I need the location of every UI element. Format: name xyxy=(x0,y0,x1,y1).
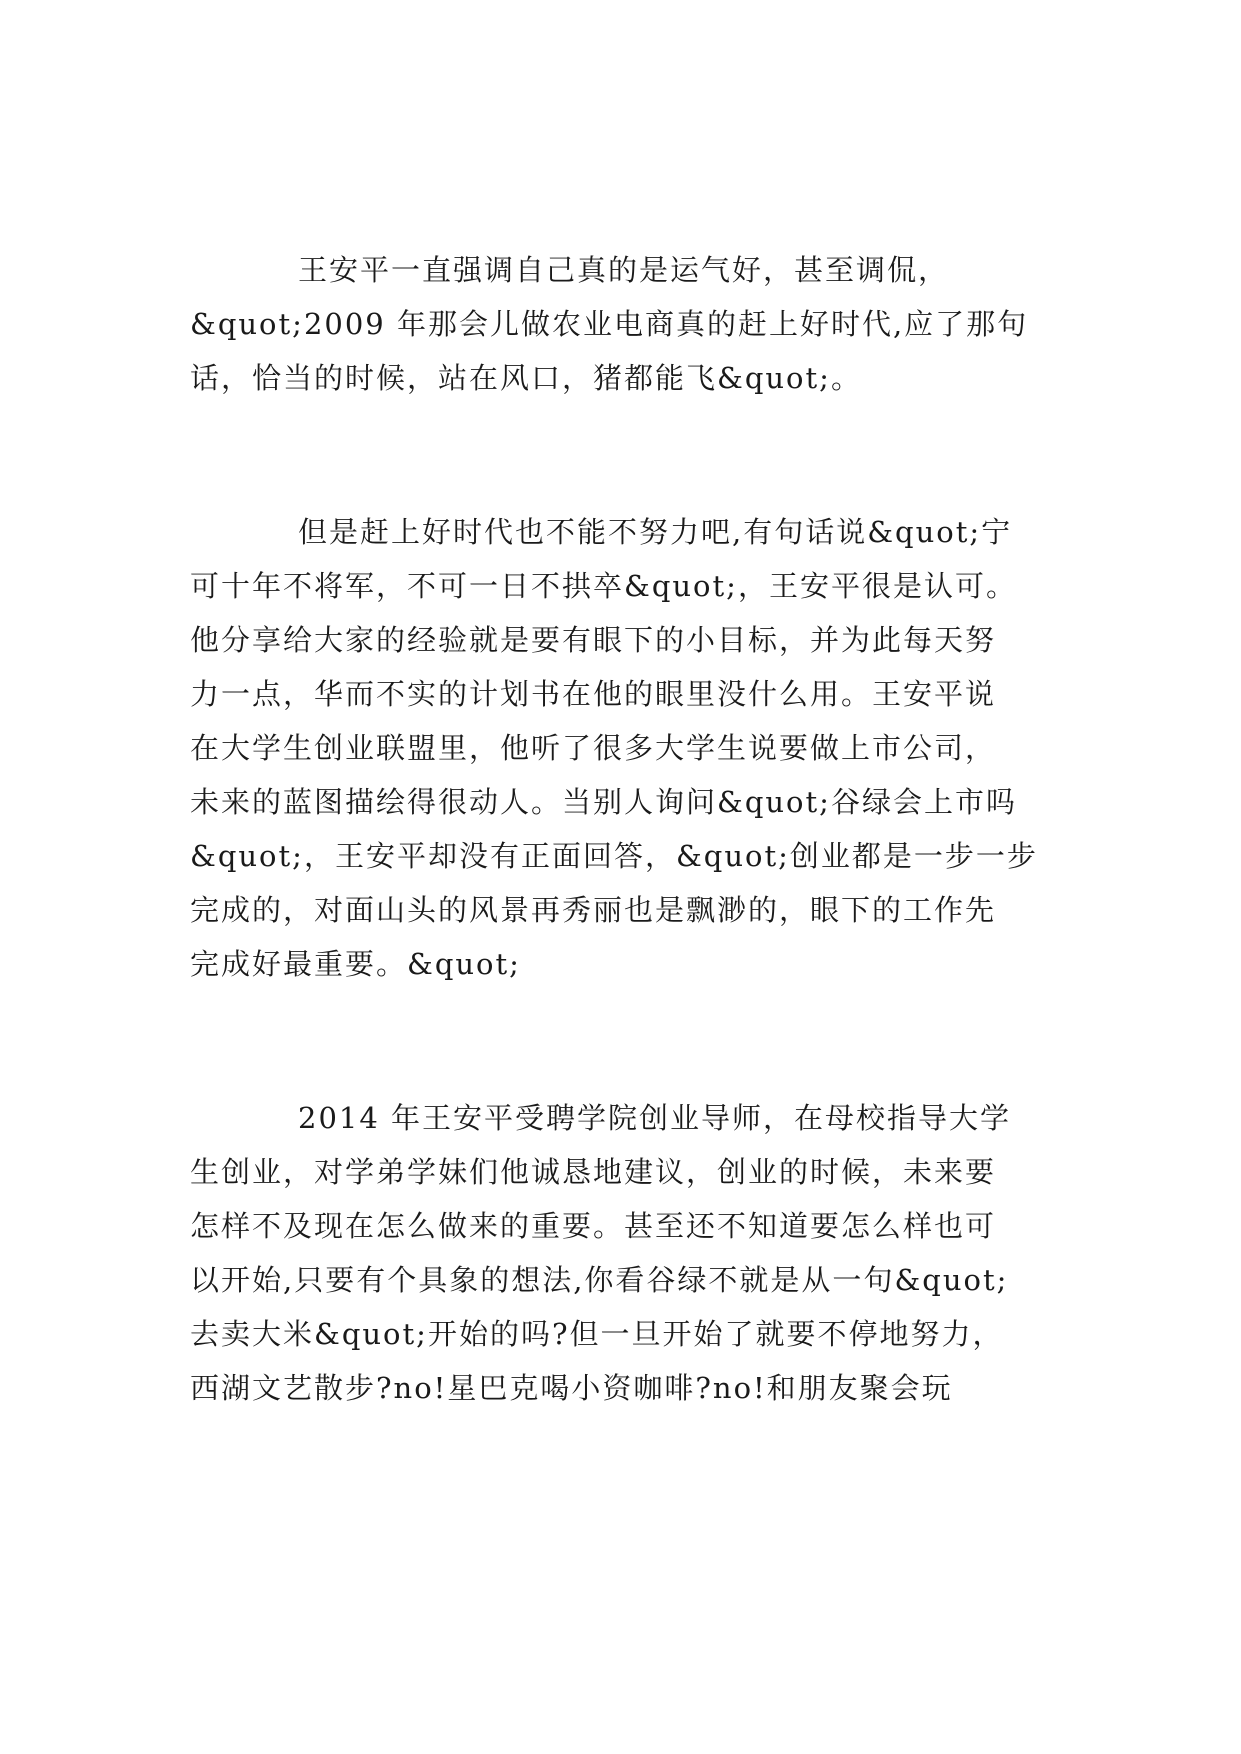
paragraph-2-line-1: 但是赶上好时代也不能不努力吧,有句话说&quot;宁 xyxy=(298,515,1013,549)
paragraph-3-line-2: 生创业，对学弟学妹们他诚恳地建议，创业的时候，未来要 xyxy=(190,1155,997,1189)
paragraph-3-line-1: 2014 年王安平受聘学院创业导师，在母校指导大学 xyxy=(298,1101,1012,1135)
paragraph-2-line-8: 完成的，对面山头的风景再秀丽也是飘渺的，眼下的工作先 xyxy=(190,893,997,927)
paragraph-1-line-1: 王安平一直强调自己真的是运气好，甚至调侃， xyxy=(298,253,950,287)
paragraph-2-line-2: 可十年不将军，不可一日不拱卒&quot;，王安平很是认可。 xyxy=(190,569,1017,603)
paragraph-3-line-5: 去卖大米&quot;开始的吗?但一旦开始了就要不停地努力， xyxy=(190,1317,1004,1351)
paragraph-2-line-6: 未来的蓝图描绘得很动人。当别人询问&quot;谷绿会上市吗 xyxy=(190,785,1017,819)
paragraph-2-line-4: 力一点，华而不实的计划书在他的眼里没什么用。王安平说 xyxy=(190,677,997,711)
paragraph-1-line-3: 话，恰当的时候，站在风口，猪都能飞&quot;。 xyxy=(190,361,862,395)
paragraph-3-line-3: 怎样不及现在怎么做来的重要。甚至还不知道要怎么样也可 xyxy=(190,1209,997,1243)
paragraph-2-line-3: 他分享给大家的经验就是要有眼下的小目标，并为此每天努 xyxy=(190,623,997,657)
paragraph-2-line-9: 完成好最重要。&quot; xyxy=(190,947,521,981)
paragraph-3-line-4: 以开始,只要有个具象的想法,你看谷绿不就是从一句&quot; xyxy=(190,1263,1009,1297)
paragraph-3-line-6: 西湖文艺散步?no!星巴克喝小资咖啡?no!和朋友聚会玩 xyxy=(190,1371,953,1405)
paragraph-2-line-5: 在大学生创业联盟里，他听了很多大学生说要做上市公司， xyxy=(190,731,997,765)
paragraph-2-line-7: &quot;，王安平却没有正面回答，&quot;创业都是一步一步 xyxy=(190,839,1038,873)
paragraph-1-line-2: &quot;2009 年那会儿做农业电商真的赶上好时代,应了那句 xyxy=(190,307,1029,341)
